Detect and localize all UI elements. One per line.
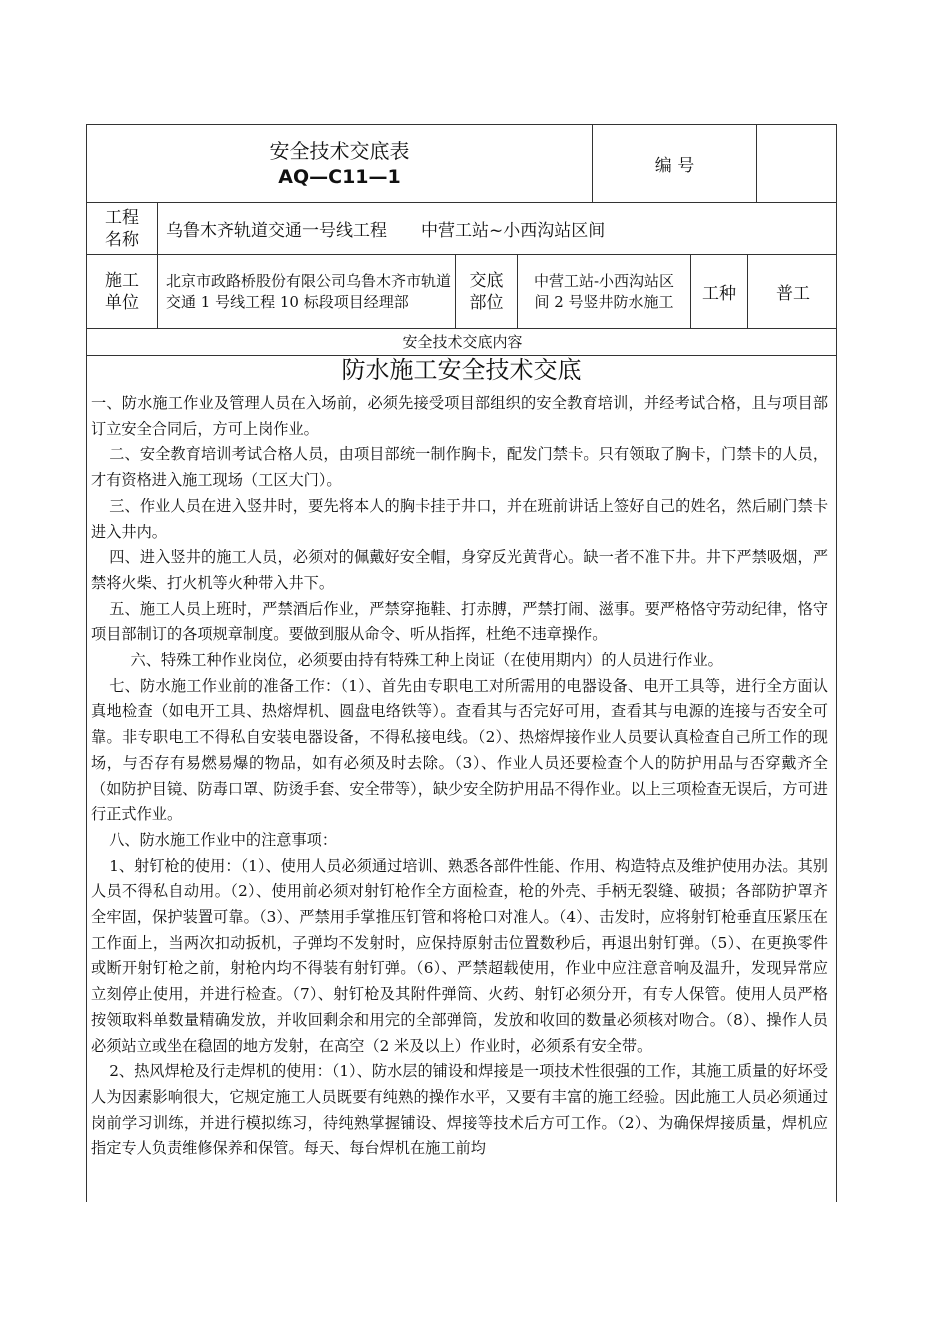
number-value-cell (757, 125, 837, 203)
paragraph-7: 七、防水施工作业前的准备工作：（1）、首先由专职电工对所需用的电器设备、电开工具等，进行全方面认真地检查（如电开工具、热熔焊机、圆盘电络铁等）。查看其与否完好可用，查看其与电源的连接与否安全可靠。非专职电工不得私自安装电器设备，不得私接电线。（2）、热熔焊接作业人员要认真检查自己所工作的现场，与否存有易燃易爆的物品，如有必须及时去除。（3）、作业人员还要检查个人的防护用品与否穿戴齐全（如防护目镜、防毒口罩、防烫手套、安全带等），缺少安全防护用品不得作业。以上三项检查无误后，方可进行正式作业。 (91, 676, 828, 824)
paragraph-1: 一、防水施工作业及管理人员在入场前，必须先接受项目部组织的安全教育培训，并经考试合格，且与项目部订立安全合同后，方可上岗作业。 (91, 394, 828, 438)
form-code: AQ—C11—1 (278, 165, 401, 188)
location-value-cell (518, 255, 691, 329)
unit-label-cell (87, 255, 158, 329)
trade-label: 工种 (702, 284, 736, 304)
form-title-cell (87, 125, 593, 203)
paragraph-2: 二、安全教育培训考试合格人员，由项目部统一制作胸卡，配发门禁卡。只有领取了胸卡，门禁卡的人员，才有资格进入施工现场（工区大门）。 (91, 445, 828, 490)
paragraph-5: 五、施工人员上班时，严禁酒后作业，严禁穿拖鞋、打赤膊，严禁打闹、滋事。要严格恪守劳动纪律，恪守项目部制订的各项规章制度。要做到服从命令、听从指挥，杜绝不违章操作。 (91, 599, 828, 644)
number-label: 编 号 (654, 156, 695, 176)
project-label-cell (87, 203, 158, 255)
paragraph-8: 八、防水施工作业中的注意事项： (109, 830, 338, 849)
location-value: 中营工站-小西沟站区间 2 号竖井防水施工 (533, 271, 675, 311)
paragraph-10: 2、热风焊枪及行走焊机的使用：（1）、防水层的铺设和焊接是一项技术性很强的工作，其施工质量的好坏受人为因素影响很大，它规定施工人员既要有纯熟的操作水平，又要有丰富的施工经验。因此施工人员必须通过岗前学习训练，并进行模拟练习，待纯熟掌握铺设、焊接等技术后方可工作。（2）、为确保焊接质量，焊机应指定专人负责维修保养和保管。每天、每台焊机在施工前均 (91, 1062, 828, 1158)
project-label: 工程名称 (105, 207, 139, 250)
document-body (91, 391, 828, 1162)
unit-label: 施工单位 (105, 270, 139, 313)
paragraph-3: 三、作业人员在进入竖井时，要先将本人的胸卡挂于井口，并在班前讲话上签好自己的姓名，然后刷门禁卡进入井内。 (91, 496, 828, 541)
location-label-cell (456, 255, 518, 329)
location-label: 交底部位 (469, 270, 504, 313)
trade-value-cell (748, 255, 837, 329)
content-label-cell (87, 329, 837, 356)
form-title: 安全技术交底表 (269, 138, 410, 163)
trade-value: 普工 (776, 284, 810, 304)
trade-label-cell (691, 255, 748, 329)
project-name-cell (158, 203, 837, 255)
paragraph-9: 1、射钉枪的使用：（1）、使用人员必须通过培训、熟悉各部件性能、作用、构造特点及维护使用办法。其别人员不得私自动用。（2）、使用前必须对射钉枪作全方面检查，枪的外壳、手柄无裂缝、破损；各部防护罩齐全牢固，保护装置可靠。（3）、严禁用手掌推压钉管和将枪口对准人。（4）、击发时，应将射钉枪垂直压紧压在工作面上，当两次扣动扳机，子弹均不发射时，应保持原射击位置数秒后，再退出射钉弹。（5）、在更换零件或断开射钉枪之前，射枪内均不得装有射钉弹。（6）、严禁超载使用，作业中应注意音响及温升，发现异常应立刻停止使用，并进行检查。（7）、射钉枪及其附件弹筒、火药、射钉必须分开，有专人保管。使用人员严格按领取料单数量精确发放，并收回剩余和用完的全部弹筒，发放和收回的数量必须核对吻合。（8）、操作人员必须站立或坐在稳固的地方发射，在高空（2 米及以上）作业时，必须系有安全带。 (91, 856, 828, 1055)
paragraph-6: 六、特殊工种作业岗位，必须要由持有特殊工种上岗证（在使用期内）的人员进行作业。 (130, 651, 723, 670)
number-label-cell (593, 125, 757, 203)
project-name: 乌鲁木齐轨道交通一号线工程 中营工站~小西沟站区间 (166, 221, 606, 241)
unit-value: 北京市政路桥股份有限公司乌鲁木齐市轨道交通 1 号线工程 10 标段项目经理部 (166, 271, 452, 311)
document-heading: 防水施工安全技术交底 (341, 356, 582, 384)
paragraph-4: 四、进入竖井的施工人员，必须对的佩戴好安全帽，身穿反光黄背心。缺一者不准下井。井下严禁吸烟，严禁将火柴、打火机等火种带入井下。 (91, 548, 828, 592)
content-label: 安全技术交底内容 (402, 332, 523, 351)
unit-value-cell (158, 255, 456, 329)
safety-disclosure-form (86, 124, 837, 1202)
